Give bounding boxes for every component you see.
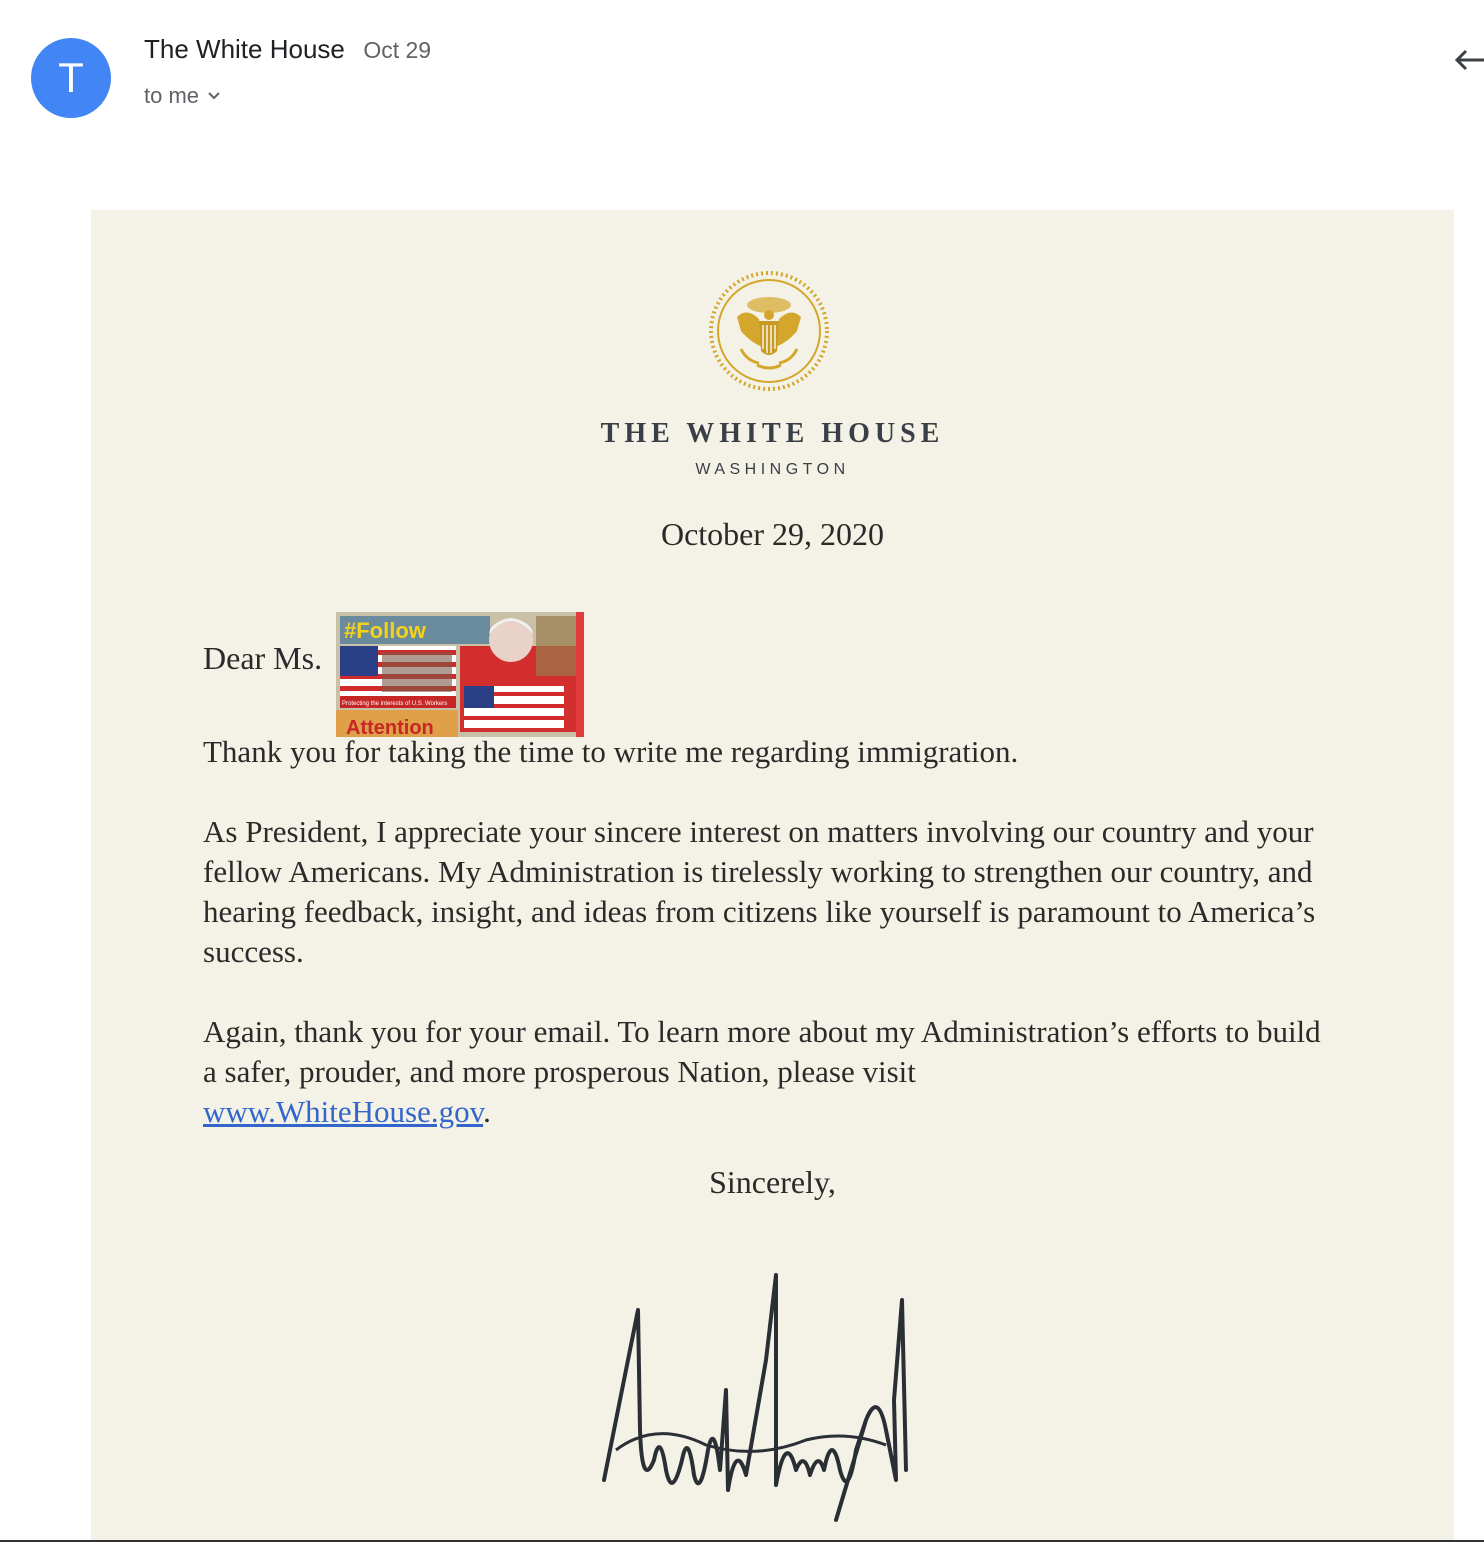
recipient-label: to me xyxy=(144,83,200,108)
letter-paragraph-2: As President, I appreciate your sincere interest on matters involving our country and your fellow Americans. My Administration is tirelessly working to strengthen our country, and hearing feedback, insight, and ideas from citizens like yourself is paramount to America’s success. xyxy=(203,814,1316,969)
paragraph-3-period: . xyxy=(483,1094,491,1129)
reply-arrow-icon[interactable] xyxy=(1452,44,1484,76)
letter-paragraph-1: Thank you for taking the time to write me regarding immigration. xyxy=(203,734,1019,769)
signature-image xyxy=(596,1270,916,1530)
letter-paragraph-3 xyxy=(203,1012,1333,1132)
collage-caption-text: Protecting the interests of U.S. Workers xyxy=(342,701,448,707)
collage-text-follow: #Follow xyxy=(344,618,426,643)
letter-image xyxy=(91,210,1454,1542)
recipient-details-toggle[interactable] xyxy=(144,83,221,109)
avatar-letter: T xyxy=(58,54,84,101)
letter-closing: Sincerely, xyxy=(709,1164,836,1200)
paragraph-3-text: Again, thank you for your email. To learn more about my Administration’s efforts to build a safer, prouder, and more prosperous Nation, please visit xyxy=(203,1014,1321,1089)
email-date: Oct 29 xyxy=(363,37,432,63)
collage-image xyxy=(336,612,584,737)
collage-text-attention: Attention xyxy=(346,717,434,737)
whitehouse-gov-link[interactable]: www.WhiteHouse.gov xyxy=(203,1094,484,1129)
salutation: Dear Ms. xyxy=(203,640,323,676)
letterhead-title: THE WHITE HOUSE xyxy=(600,418,945,449)
sender-name[interactable]: The White House xyxy=(144,34,345,64)
chevron-down-icon xyxy=(207,91,221,101)
letterhead-subtitle: WASHINGTON xyxy=(695,461,850,478)
sender-line xyxy=(144,34,431,65)
name-redaction-collage xyxy=(336,612,584,737)
presidential-seal-icon xyxy=(707,269,831,393)
sender-avatar[interactable] xyxy=(31,38,111,118)
letter-date: October 29, 2020 xyxy=(660,516,885,552)
